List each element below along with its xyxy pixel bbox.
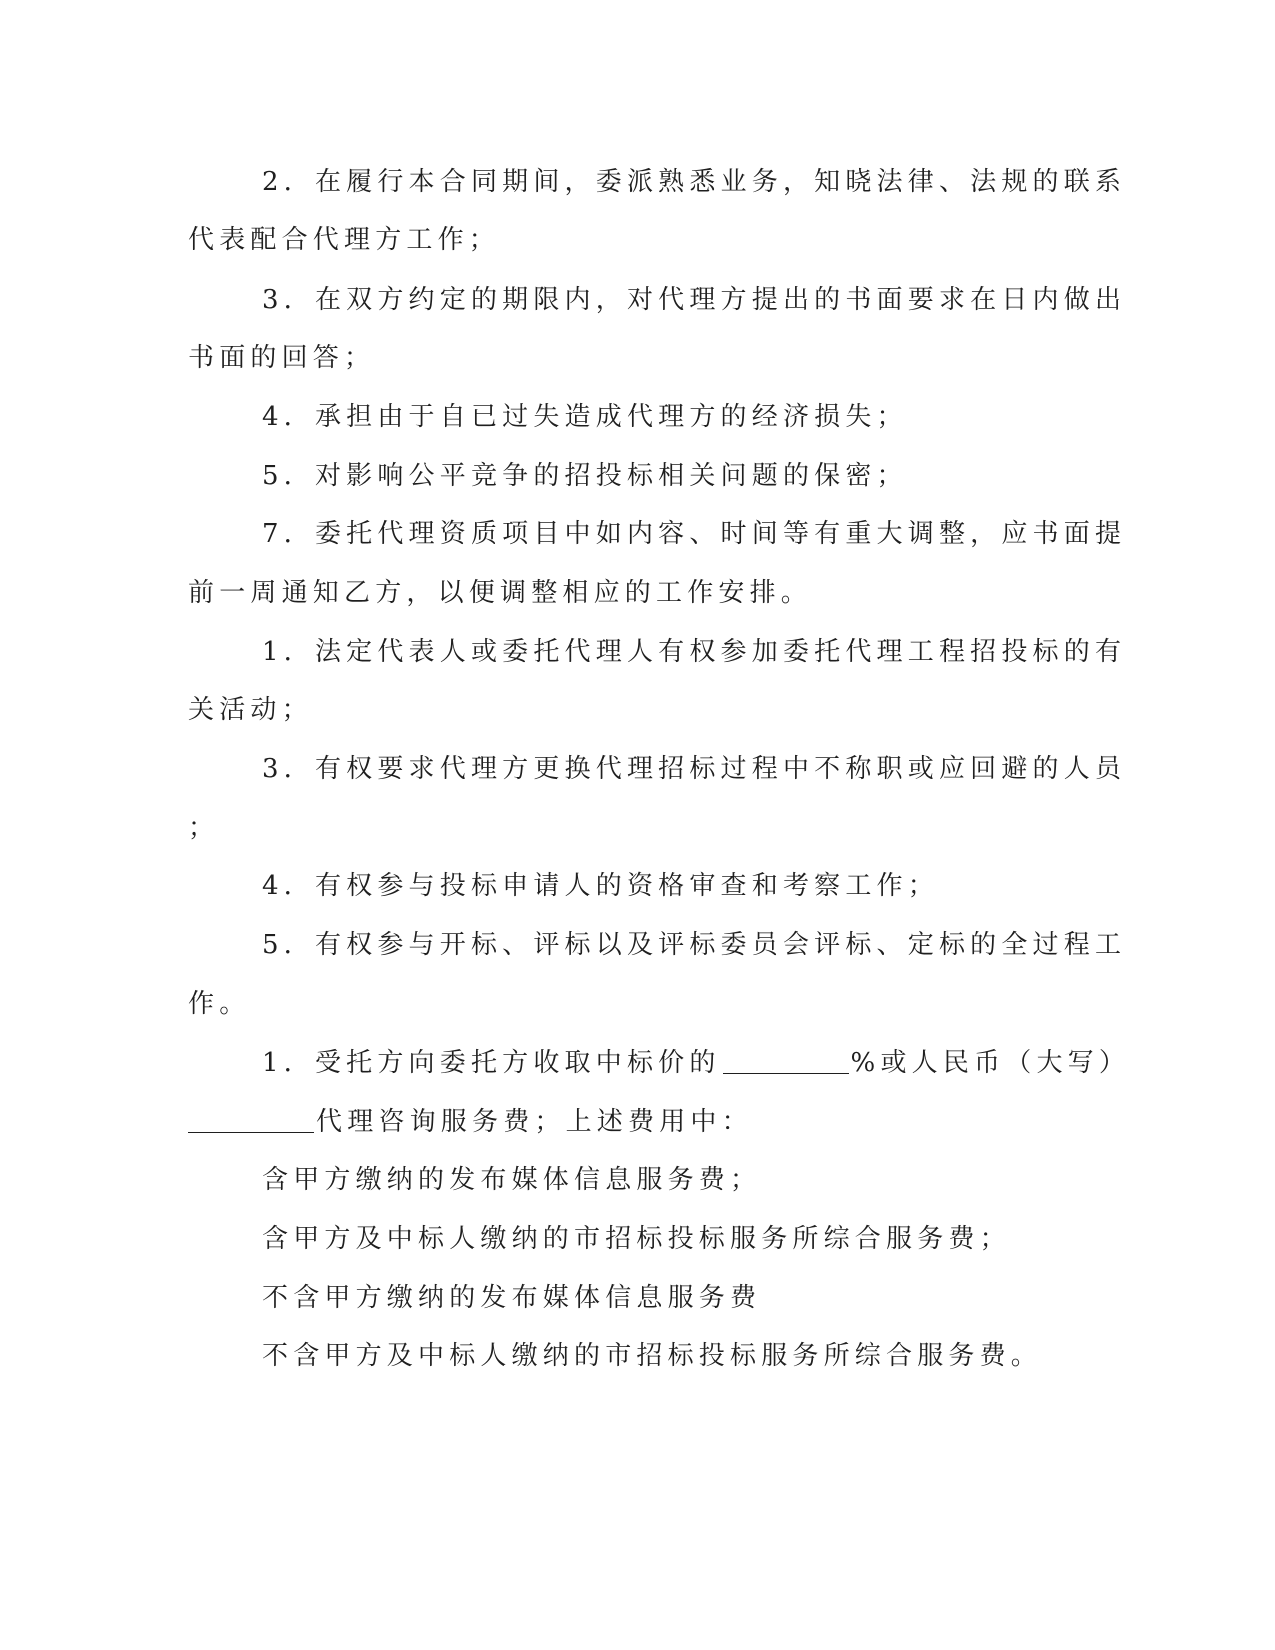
- fee-item-2: 含甲方及中标人缴纳的市招标投标服务所综合服务费；: [262, 1224, 1011, 1254]
- fee-clause-text-a: 1．受托方向委托方收取中标价的: [262, 1048, 721, 1078]
- rights-4: 4．有权参与投标申请人的资格审查和考察工作；: [262, 871, 939, 901]
- fee-clause-text-c: 代理咨询服务费；上述费用中：: [316, 1107, 753, 1137]
- rights-1-line-1: 1．法定代表人或委托代理人有权参加委托代理工程招投标的有: [262, 637, 1127, 667]
- paragraph-7-line-1: 7．委托代理资质项目中如内容、时间等有重大调整，应书面提: [262, 519, 1127, 549]
- paragraph-7-line-2: 前一周通知乙方，以便调整相应的工作安排。: [188, 578, 813, 608]
- amount-blank-field[interactable]: [188, 1104, 314, 1133]
- fee-item-4: 不含甲方及中标人缴纳的市招标投标服务所综合服务费。: [262, 1341, 1043, 1371]
- fee-clause-line-2: [188, 1102, 1068, 1142]
- paragraph-3-line-2: 书面的回答；: [188, 343, 376, 373]
- rights-1-line-2: 关活动；: [188, 695, 313, 725]
- rights-3-line-2: ；: [188, 813, 220, 843]
- fee-item-3: 不含甲方缴纳的发布媒体信息服务费: [262, 1283, 762, 1313]
- paragraph-3-line-1: 3．在双方约定的期限内，对代理方提出的书面要求在日内做出: [262, 285, 1127, 315]
- paragraph-4: 4．承担由于自已过失造成代理方的经济损失；: [262, 402, 908, 432]
- paragraph-5: 5．对影响公平竞争的招投标相关问题的保密；: [262, 461, 908, 491]
- rights-5-line-1: 5．有权参与开标、评标以及评标委员会评标、定标的全过程工: [262, 930, 1127, 960]
- rights-5-line-2: 作。: [188, 989, 251, 1019]
- paragraph-2-line-2: 代表配合代理方工作；: [188, 225, 501, 255]
- fee-item-1: 含甲方缴纳的发布媒体信息服务费；: [262, 1165, 762, 1195]
- rights-3-line-1: 3．有权要求代理方更换代理招标过程中不称职或应回避的人员: [262, 754, 1127, 784]
- paragraph-2-line-1: 2．在履行本合同期间，委派熟悉业务，知晓法律、法规的联系: [262, 167, 1127, 197]
- percentage-blank-field[interactable]: [723, 1045, 849, 1074]
- fee-clause-text-b: %或人民币（大写）: [850, 1048, 1131, 1078]
- fee-clause-line-1: [262, 1043, 1131, 1083]
